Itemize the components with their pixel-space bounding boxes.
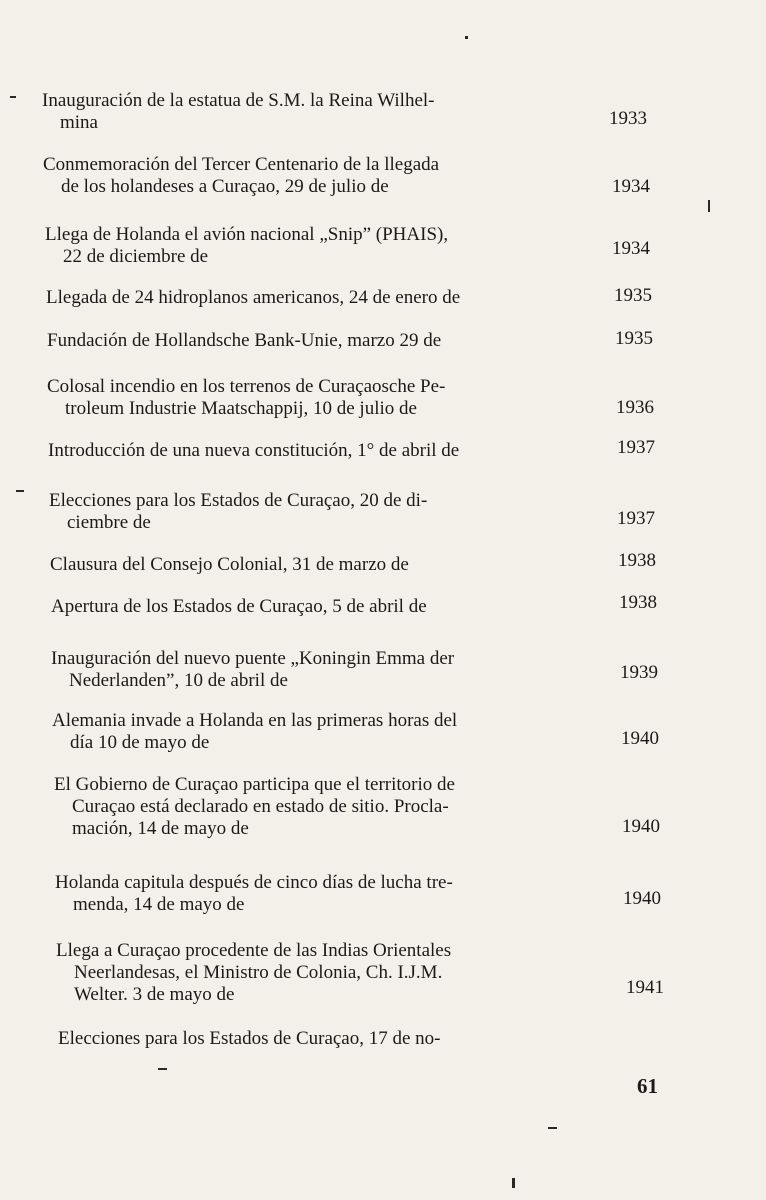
entry-continuation-line: mina xyxy=(60,112,98,133)
entry-line: Conmemoración del Tercer Centenario de la llegada xyxy=(43,154,440,175)
entry-continuation-line: de los holandeses a Curaçao, 29 de julio de xyxy=(61,176,389,197)
entry-line: Introducción de una nueva constitución, 1° de abril de xyxy=(48,440,460,461)
entry-line: Colosal incendio en los terrenos de Curaçaosche Pe- xyxy=(47,376,446,397)
entry-year: 1938 xyxy=(619,592,657,613)
entry-line: Llega a Curaçao procedente de las Indias Orientales xyxy=(56,940,452,961)
entry-line: El Gobierno de Curaçao participa que el territorio de xyxy=(54,774,455,795)
entry-text xyxy=(54,774,614,840)
entry-year: 1937 xyxy=(617,508,655,529)
entry-year: 1935 xyxy=(615,328,653,349)
entry-continuation-line: mación, 14 de mayo de xyxy=(72,818,249,839)
entry-year: 1940 xyxy=(623,888,661,909)
scan-speck xyxy=(465,36,468,39)
entry-year: 1934 xyxy=(612,238,650,259)
entry-text xyxy=(58,1028,618,1050)
entry-year: 1933 xyxy=(609,108,647,129)
entry-line: Elecciones para los Estados de Curaçao, 20 de di- xyxy=(49,490,428,511)
entry-text xyxy=(51,648,611,692)
entry-line: Clausura del Consejo Colonial, 31 de marzo de xyxy=(50,554,409,575)
entry-year: 1938 xyxy=(618,550,656,571)
entry-text xyxy=(45,224,605,268)
entry-year: 1940 xyxy=(622,816,660,837)
entry-year: 1940 xyxy=(621,728,659,749)
scan-speck xyxy=(708,200,710,212)
entry-line: Inauguración del nuevo puente „Koningin Emma der xyxy=(51,648,455,669)
entry-text xyxy=(55,872,615,916)
entry-continuation-line: troleum Industrie Maatschappij, 10 de julio de xyxy=(65,398,417,419)
scan-speck xyxy=(10,96,16,98)
entry-line: Alemania invade a Holanda en las primeras horas del xyxy=(52,710,458,731)
scan-speck xyxy=(512,1178,515,1188)
entry-continuation-line: ciembre de xyxy=(67,512,151,533)
entry-text xyxy=(52,710,612,754)
entry-line: Apertura de los Estados de Curaçao, 5 de abril de xyxy=(51,596,427,617)
entry-line: Holanda capitula después de cinco días de lucha tre- xyxy=(55,872,453,893)
entry-line: Llegada de 24 hidroplanos americanos, 24 de enero de xyxy=(46,287,461,308)
entry-continuation-line: Nederlanden”, 10 de abril de xyxy=(69,670,288,691)
scan-speck xyxy=(548,1127,557,1129)
scan-speck xyxy=(158,1068,167,1070)
scan-speck xyxy=(16,490,24,492)
entry-text xyxy=(47,376,607,420)
entry-continuation-line: menda, 14 de mayo de xyxy=(73,894,245,915)
page-number: 61 xyxy=(637,1074,658,1098)
entry-year: 1939 xyxy=(620,662,658,683)
entry-continuation-line: Welter. 3 de mayo de xyxy=(74,984,235,1005)
entry-text xyxy=(49,490,609,534)
entry-text xyxy=(56,940,616,1006)
entry-continuation-line: 22 de diciembre de xyxy=(63,246,209,267)
entry-text xyxy=(47,330,607,352)
entry-text xyxy=(46,287,606,309)
entry-text xyxy=(42,90,602,134)
entry-year: 1936 xyxy=(616,397,654,418)
entry-line: Fundación de Hollandsche Bank-Unie, marzo 29 de xyxy=(47,330,442,351)
entry-text xyxy=(50,554,610,576)
entry-line: Elecciones para los Estados de Curaçao, 17 de no- xyxy=(58,1028,441,1049)
entry-text xyxy=(48,440,608,462)
entry-year: 1935 xyxy=(614,285,652,306)
entry-text xyxy=(51,596,611,618)
entry-year: 1941 xyxy=(626,977,664,998)
entry-line: Llega de Holanda el avión nacional „Snip” (PHAIS), xyxy=(45,224,449,245)
entry-continuation-line: Curaçao está declarado en estado de sitio. Procla- xyxy=(72,796,449,817)
entry-year: 1934 xyxy=(612,176,650,197)
entry-continuation-line: Neerlandesas, el Ministro de Colonia, Ch. I.J.M. xyxy=(74,962,443,983)
entry-year: 1937 xyxy=(617,437,655,458)
entry-line: Inauguración de la estatua de S.M. la Reina Wilhel- xyxy=(42,90,435,111)
entry-continuation-line: día 10 de mayo de xyxy=(70,732,210,753)
entry-text xyxy=(43,154,603,198)
